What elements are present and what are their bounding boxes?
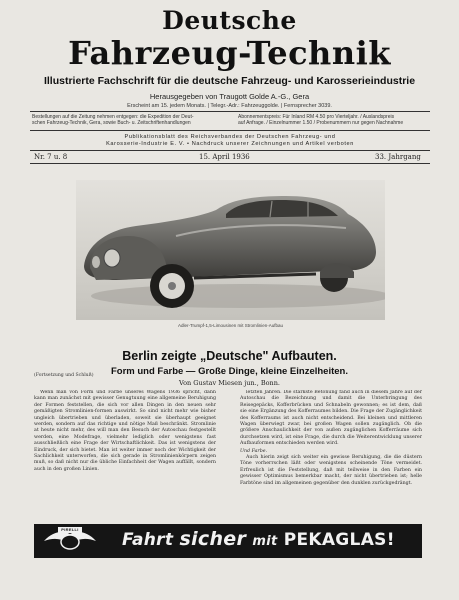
article-subheadline: Form und Farbe — Große Dinge, kleine Einzelheiten.: [110, 366, 348, 377]
article-paragraph: letzten Jahren. Die stärkste Betonung fand auch in diesem Jahre auf der Autoschau die Bezeichnung und damit die Unterbringung des Reisegepäcks, Kofferbrücken und Schnabeln gewonnen; es ist dem, daß sie eine Ergänzung des Kofferraumes bilden. Die Frage der Zugänglichkeit des Kofferraums ist auch nicht entscheidend. Bei kleinen und mittleren Wagen überwiegt zwar, bei großen Wagen sollen zugänglich. Ob die größere Anschaulichkeit der von außen zugänglichen Kofferräume sich durchsetzen wird, ist eine Frage, die durch die Weiterentwicklung unserer Aufbauformen entschieden werden wird.: [240, 390, 422, 447]
ad-brand-label: PIRELLI: [61, 527, 79, 532]
ad-product-name: PEKAGLAS!: [283, 530, 395, 550]
masthead-subtitle: Illustrierte Fachschrift für die deutsche Fahrzeug- und Karosserieindustrie: [43, 75, 416, 87]
pekaglas-advertisement: [34, 524, 422, 558]
divider: [30, 130, 430, 131]
ordering-info-line: Bestellungen auf die Zeitung nehmen entgegen: die Expedition der Deut-: [32, 114, 194, 120]
article-column-left: [34, 390, 216, 520]
car-photo: [76, 180, 385, 320]
continuation-note: (Fortsetzung und Schluß): [34, 373, 94, 378]
article-paragraph: Auch hierin zeigt sich weiter ein gewisse Beruhigung, die die düstern Töne vorherrschen läßt oder wenigstens scheinende Töne vermeidet. Erfreulich ist die Feststellung, daß mit teilweise in den Farben ein gewisser Optimismus bemerkbar macht, der nicht übertrieben ist; helle Farbtöne sind im allgemeinen gegenüber den dunklen zurückgedrängt.: [240, 455, 422, 486]
divider: [30, 163, 430, 164]
subscription-info-line: auf Anfrage. / Einzelnummer 1.50 / Probenummern nur gegen Nachnahme: [238, 120, 404, 126]
subscription-info-line: Abonnementspreis: Für Inland RM 4.50 pro Vierteljahr. / Auslandspreis: [238, 114, 395, 120]
divider: [30, 150, 430, 151]
article-author: Von Gustav Miesen jun., Bonn.: [179, 379, 280, 387]
issue-date: 15. April 1936: [199, 153, 250, 161]
section-heading: Und Farbe.: [240, 448, 268, 454]
ordering-info: [32, 114, 222, 126]
ad-slogan-part: mit: [252, 534, 278, 549]
publication-notice-line: Karosserie-Industrie E. V. • Nachdruck unserer Zeichnungen und Artikel verboten: [106, 141, 354, 147]
publication-notice: [30, 134, 430, 148]
publication-schedule: Erscheint am 15. jedem Monats. | Telegr.-Adr.: Fahrzeuggolde. | Fernsprecher 3039.: [127, 103, 332, 109]
photo-caption: Adler-Trumpf-1,5-Limousinen mit Stromlinien-Aufbau: [177, 323, 284, 328]
ad-slogan: [122, 528, 395, 550]
masthead-line1: Deutsche: [162, 6, 297, 35]
ordering-info-line: schen Fahrzeug-Technik, Gera, sowie Buch- u. Zeitschriftenhandlungen: [32, 120, 191, 126]
masthead-title: Fahrzeug-Technik: [68, 34, 391, 72]
streamlined-car-illustration: [76, 180, 385, 320]
publisher-line: Herausgegeben von Traugott Golde A.-G., Gera: [149, 92, 310, 101]
issue-volume: 33. Jahrgang: [375, 153, 421, 161]
article-headline: Berlin zeigte „Deutsche" Aufbauten.: [122, 349, 337, 363]
subscription-info: [238, 114, 430, 126]
divider: [30, 111, 430, 112]
ad-slogan-part: Fahrt: [122, 530, 174, 550]
issue-number: Nr. 7 u. 8: [34, 153, 68, 161]
ad-slogan-emphasis: sicher: [179, 528, 247, 550]
article-column-right: [240, 390, 422, 520]
article-paragraph: Wenn man von Form und Farbe unseres Wagens 1936 spricht, dann kann man zunächst mit gewisser Genugtuung eine allgemeine Beruhigung der Formen feststellen, die sich vor allen Dingen in den neuen sehr gemäßigten Stromlinien-formen auswirkt. So sind nicht mehr wie bisher ungleich übertrieben und überladen, soweit sie überhaupt geeignet werden, sondern auf das richtige und nötige Maß beschränkt. Stromlinie at heute nicht mehr, des will man den Besuch der Autoschau festgestellt werden, eine Modefrage, vielmehr lediglich oder wenigstens fast ausschließlich eine Frage der Wirtschaftlichkeit. Das ist wenigstens der Eindruck, der sich bietet. Man ist weiter immer noch der Wichtigkeit der Sachlichkeit unterworfen, die sich gerade in Stromlinienkörpern zeigen muß, so daß nicht nur die übliche Einfachheit der Wagen auffällt, sondern auch in den großen Linien.: [34, 390, 216, 472]
publication-notice-line: Publikationsblatt des Reichsverbandes der Deutschen Fahrzeug- und: [124, 134, 336, 140]
